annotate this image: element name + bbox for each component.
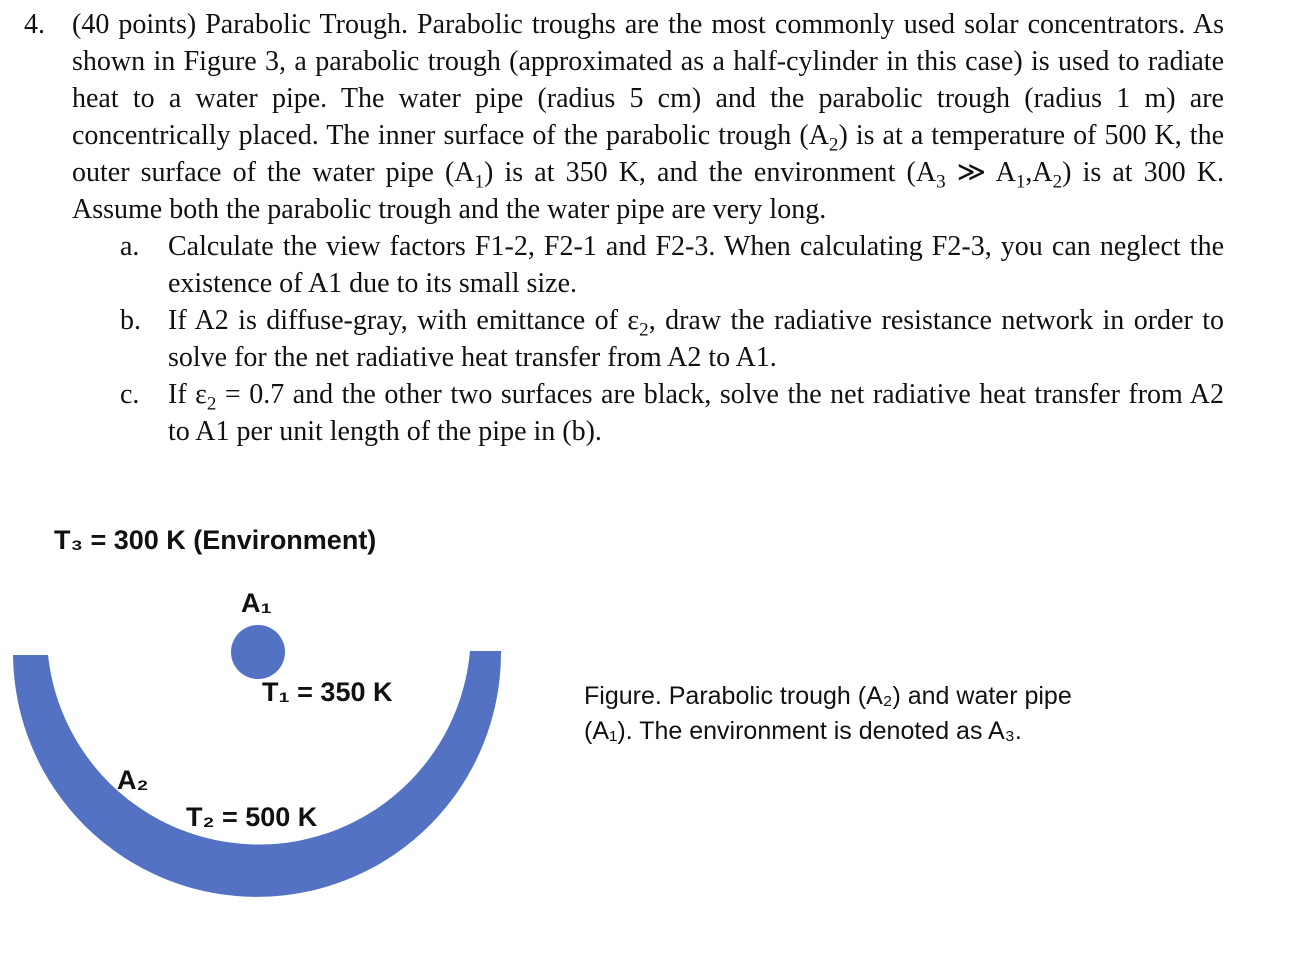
a2-label: A₂: [117, 765, 149, 795]
caption-line-2: (A₁). The environment is denoted as A₃.: [584, 717, 1022, 745]
part-a-letter: a.: [120, 231, 140, 262]
part-a-text: Calculate the view factors F1-2, F2-1 and F2-3. When calculating F2-3, you can neglect the existence of A1 due to its small size.: [168, 231, 1224, 299]
problem-intro-text: Parabolic troughs are the most commonly used solar concentrators. As shown in Figure 3, a parabolic trough (approximated as a half-cylinder in this case) is used to radiate heat to a water pipe. The water pipe (radius 5 cm) and the parabolic trough (radius 1 m) are concentrically placed. The inner surface of the parabolic trough (A: [72, 9, 1225, 151]
problem-title: Parabolic Trough.: [205, 9, 408, 40]
part-b-letter: b.: [120, 305, 141, 336]
a1-label: A₁: [241, 588, 272, 618]
parabolic-trough-shape: [13, 651, 501, 897]
part-c-letter: c.: [120, 379, 140, 410]
caption-line-1: Figure. Parabolic trough (A₂) and water pipe: [584, 682, 1072, 710]
part-c-text: If ε: [168, 379, 207, 410]
problem-points: (40 points): [72, 9, 197, 40]
water-pipe-circle: [231, 625, 285, 679]
problem-number: 4.: [24, 9, 45, 40]
part-c: c. If $\varepsilon_2 = 0.7$ and the other two surfaces are black, solve the net radiative heat transfer from A2 to A1 per unit length of the pipe in (b).: [24, 376, 1224, 450]
figure-caption: [584, 679, 1184, 749]
t2-label: T₂ = 500 K: [186, 802, 318, 832]
t1-label: T₁ = 350 K: [262, 677, 393, 707]
part-b-text: If A2 is diffuse-gray, with emittance of ε: [168, 305, 640, 336]
part-b: b. If A2 is diffuse-gray, with emittance of $\varepsilon_2$, draw the radiative resistance network in order to solve for the net radiative heat transfer from A2 to A1.: [24, 302, 1224, 376]
environment-label: T₃ = 300 K (Environment): [54, 525, 377, 555]
problem-intro: 4. (40 points) Parabolic Trough. Parabolic troughs are the most commonly used solar concentrators. As shown in Figure 3, a parabolic trough (approximated as a half-cylinder in this case) is used to radiate heat to a water pipe. The water pipe (radius 5 cm) and the parabolic trough (radius 1 m) are concentrically placed. The inner surface of the parabolic trough $(A_2)$ is at a temperature of 500 K, the outer surface of the water pipe $(A_1)$ is at 350 K, and the environment ($A_3$ ≫ $A_1,A_2$) is at 300 K. Assume both the parabolic trough and the water pipe are very long.: [24, 6, 1224, 228]
